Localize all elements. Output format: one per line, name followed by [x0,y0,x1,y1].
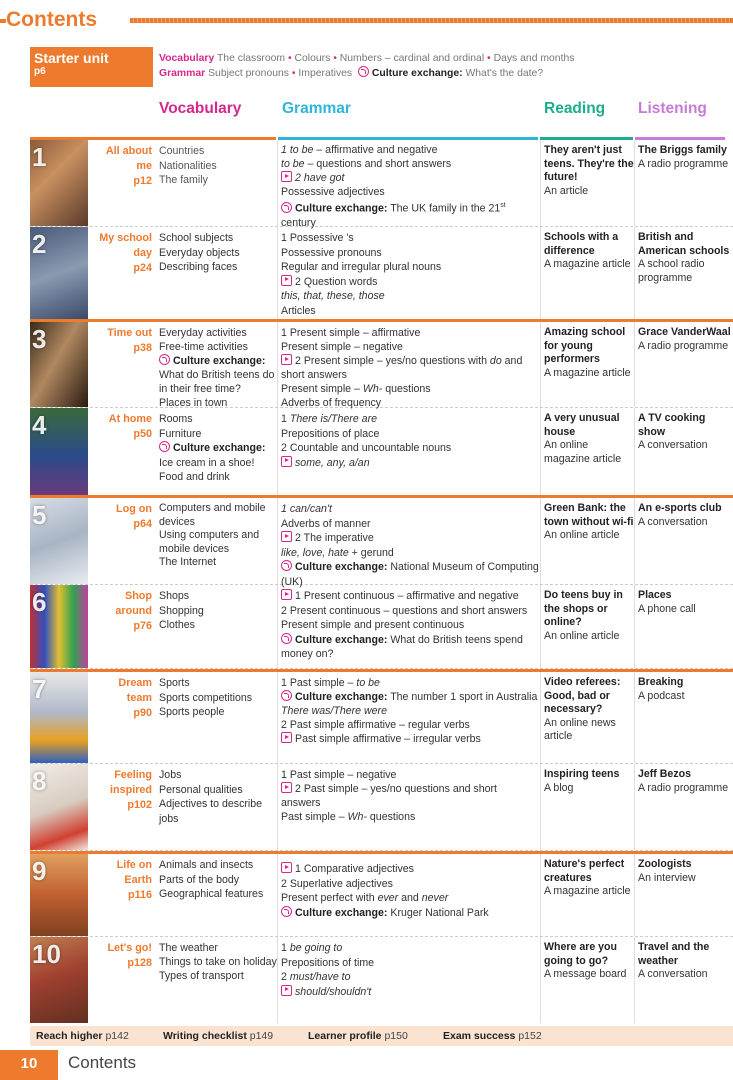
grammar-cell: 1 Present simple – affirmative Present simple – negative 2 Present simple – yes/no questions with do and short answers Present simple – Wh- questions Adverbs of frequency [281,327,523,409]
starter-title: Starter unit [34,50,109,66]
starter-unit-box[interactable] [30,47,153,87]
unit-title[interactable]: All about me p12 [105,145,152,187]
grammar-cell: 1 to be – affirmative and negative to be – questions and short answers 2 have got Possessive adjectives Culture exchange: The UK family in the 21st century [281,144,506,229]
unit-title[interactable]: Let's go! p128 [107,942,152,969]
listening-cell: Breaking A podcast [638,676,685,702]
starter-vocab-item: Numbers – cardinal and ordinal [339,53,485,64]
starter-vocab-item: Days and months [493,53,575,64]
col-header-vocabulary: Vocabulary [159,100,242,117]
starter-vocab-label: Vocabulary [159,53,215,64]
video-icon [281,531,292,542]
unit-row-8[interactable] [30,764,733,851]
unit-row-3[interactable] [30,319,733,408]
grammar-cell: 1 be going to Prepositions of time 2 must/have to should/shouldn't [281,942,375,998]
grammar-cell: 1 Past simple – negative 2 Past simple – yes/no questions and short answers Past simple – Wh- questions [281,769,497,823]
listening-cell: The Briggs family A radio programme [638,144,729,170]
culture-exchange-icon [281,560,292,571]
starter-summary [159,51,729,81]
grammar-cell: 1 Possessive 's Possessive pronouns Regular and irregular plural nouns 2 Question words this, that, these, those Articles [281,232,442,317]
reading-cell: Where are you going to go? A message board [544,941,627,980]
grammar-cell: 1 Past simple – to be Culture exchange: The number 1 sport in Australia There was/There were 2 Past simple affirmative – regular verbs Past simple affirmative – irregular verbs [281,677,538,745]
unit-thumbnail: 8 [30,764,88,850]
vocab-cell: The weather Things to take on holiday Types of transport [159,942,277,982]
unit-title[interactable]: Dream team p90 [118,677,152,719]
reading-cell: Video referees: Good, bad or necessary? An online news article [544,676,621,742]
vocab-cell: Computers and mobile devices Using computers and mobile devices The Internet [159,502,266,569]
col-header-listening: Listening [638,100,707,117]
unit-thumbnail: 10 [30,937,88,1023]
starter-grammar-line: Grammar Subject pronouns • Imperatives Culture exchange: What's the date? [159,68,544,79]
vocab-cell: Jobs Personal qualities Adjectives to describe jobs [159,769,263,825]
starter-grammar-item: Subject pronouns [208,68,289,79]
unit-thumbnail: 5 [30,498,88,584]
reading-cell: Inspiring teens A blog [544,768,620,794]
unit-title[interactable]: Shop around p76 [115,590,152,632]
col-header-reading: Reading [544,100,606,117]
listening-cell: Travel and the weather A conversation [638,941,710,980]
unit-title[interactable]: Life on Earth p116 [116,859,152,901]
vocab-cell: Everyday activities Free-time activities Culture exchange: What do British teens do in their free time? Places in town [159,327,275,409]
unit-thumbnail: 9 [30,854,88,936]
unit-row-7[interactable] [30,669,733,764]
reading-cell: Amazing school for young performers A magazine article [544,326,631,379]
reading-cell: A very unusual house An online magazine article [544,412,622,465]
contents-header [0,8,733,34]
starter-vocab-item: Colours [294,53,331,64]
video-icon [281,782,292,793]
footer-links [30,1026,733,1046]
vocab-cell: Countries Nationalities The family [159,145,217,186]
unit-thumbnail: 6 [30,585,88,668]
footer-link-learner-profile[interactable]: Learner profile p150 [308,1030,408,1042]
unit-title[interactable]: At home p50 [108,413,152,440]
starter-vocab-line: Vocabulary The classroom • Colours • Numbers – cardinal and ordinal • Days and months [159,53,575,64]
unit-thumbnail: 4 [30,408,88,495]
reading-cell: Nature's perfect creatures A magazine article [544,858,631,897]
reading-cell: Green Bank: the town without wi-fi An online article [544,502,634,541]
reading-cell: Schools with a difference A magazine article [544,231,631,270]
vocab-cell: Rooms Furniture Culture exchange: Ice cream in a shoe! Food and drink [159,413,266,483]
starter-page: p6 [34,66,46,77]
culture-exchange-icon [281,906,292,917]
unit-row-1[interactable] [30,140,733,227]
unit-row-10[interactable] [30,937,733,1023]
video-icon [281,985,292,996]
video-icon [281,589,292,600]
col-header-grammar: Grammar [282,100,351,117]
vocab-cell: School subjects Everyday objects Describing faces [159,232,240,273]
unit-row-9[interactable] [30,851,733,937]
video-icon [281,275,292,286]
footer-link-reach-higher[interactable]: Reach higher p142 [36,1030,129,1042]
footer-link-writing-checklist[interactable]: Writing checklist p149 [163,1030,274,1042]
grammar-cell: 1 There is/There are Prepositions of place 2 Countable and uncountable nouns some, any, a/an [281,413,452,469]
vocab-cell: Animals and insects Parts of the body Geographical features [159,859,264,900]
unit-row-5[interactable] [30,495,733,588]
reading-cell: Do teens buy in the shops or online? An online article [544,589,623,642]
grammar-cell: 1 Present continuous – affirmative and negative 2 Present continuous – questions and short answers Present simple and present continuous Culture exchange: What do British teens spend money on? [281,590,528,660]
unit-thumbnail: 2 [30,227,88,319]
culture-exchange-icon [281,202,292,213]
vocab-cell: Shops Shopping Clothes [159,590,204,631]
grammar-cell: 1 can/can't Adverbs of manner 2 The imperative like, love, hate + gerund Culture exchange: National Museum of Computing (UK) [281,503,539,588]
unit-title[interactable]: Time out p38 [107,327,152,354]
grammar-cell: 1 Comparative adjectives 2 Superlative adjectives Present perfect with ever and never Culture exchange: Kruger National Park [281,863,489,919]
listening-cell: An e-sports club A conversation [638,502,722,528]
listening-cell: Jeff Bezos A radio programme [638,768,729,794]
unit-title[interactable]: Log on p64 [116,503,152,530]
header-rule [130,18,733,23]
culture-exchange-icon [281,633,292,644]
video-icon [281,732,292,743]
unit-row-6[interactable] [30,585,733,669]
page-title: Contents [6,8,103,32]
video-icon [281,456,292,467]
unit-thumbnail: 3 [30,322,88,407]
unit-thumbnail: 1 [30,140,88,226]
video-icon [281,862,292,873]
unit-row-4[interactable] [30,408,733,496]
starter-vocab-item: The classroom [216,53,286,64]
culture-exchange-icon [281,690,292,701]
listening-cell: Grace VanderWaal A radio programme [638,326,731,352]
listening-cell: British and American schools A school radio programme [638,231,730,284]
culture-text: What's the date? [465,68,544,79]
unit-row-2[interactable] [30,227,733,320]
unit-thumbnail: 7 [30,672,88,763]
starter-grammar-item: Imperatives [298,68,353,79]
unit-title[interactable]: My school day p24 [99,232,152,274]
culture-label: Culture exchange: [371,68,463,79]
video-icon [281,354,292,365]
starter-grammar-label: Grammar [159,68,206,79]
page-label: Contents [68,1053,137,1072]
culture-exchange-icon [159,441,170,452]
page-number: 10 [0,1050,58,1080]
culture-exchange-icon [358,66,369,77]
listening-cell: Places A phone call [638,589,696,615]
listening-cell: A TV cooking show A conversation [638,412,708,451]
video-icon [281,171,292,182]
unit-title[interactable]: Feeling inspired p102 [110,769,152,811]
listening-cell: Zoologists An interview [638,858,696,884]
vocab-cell: Sports Sports competitions Sports people [159,677,253,718]
reading-cell: They aren't just teens. They're the future! An article [544,144,634,197]
footer-link-exam-success[interactable]: Exam success p152 [443,1030,542,1042]
culture-exchange-icon [159,354,170,365]
